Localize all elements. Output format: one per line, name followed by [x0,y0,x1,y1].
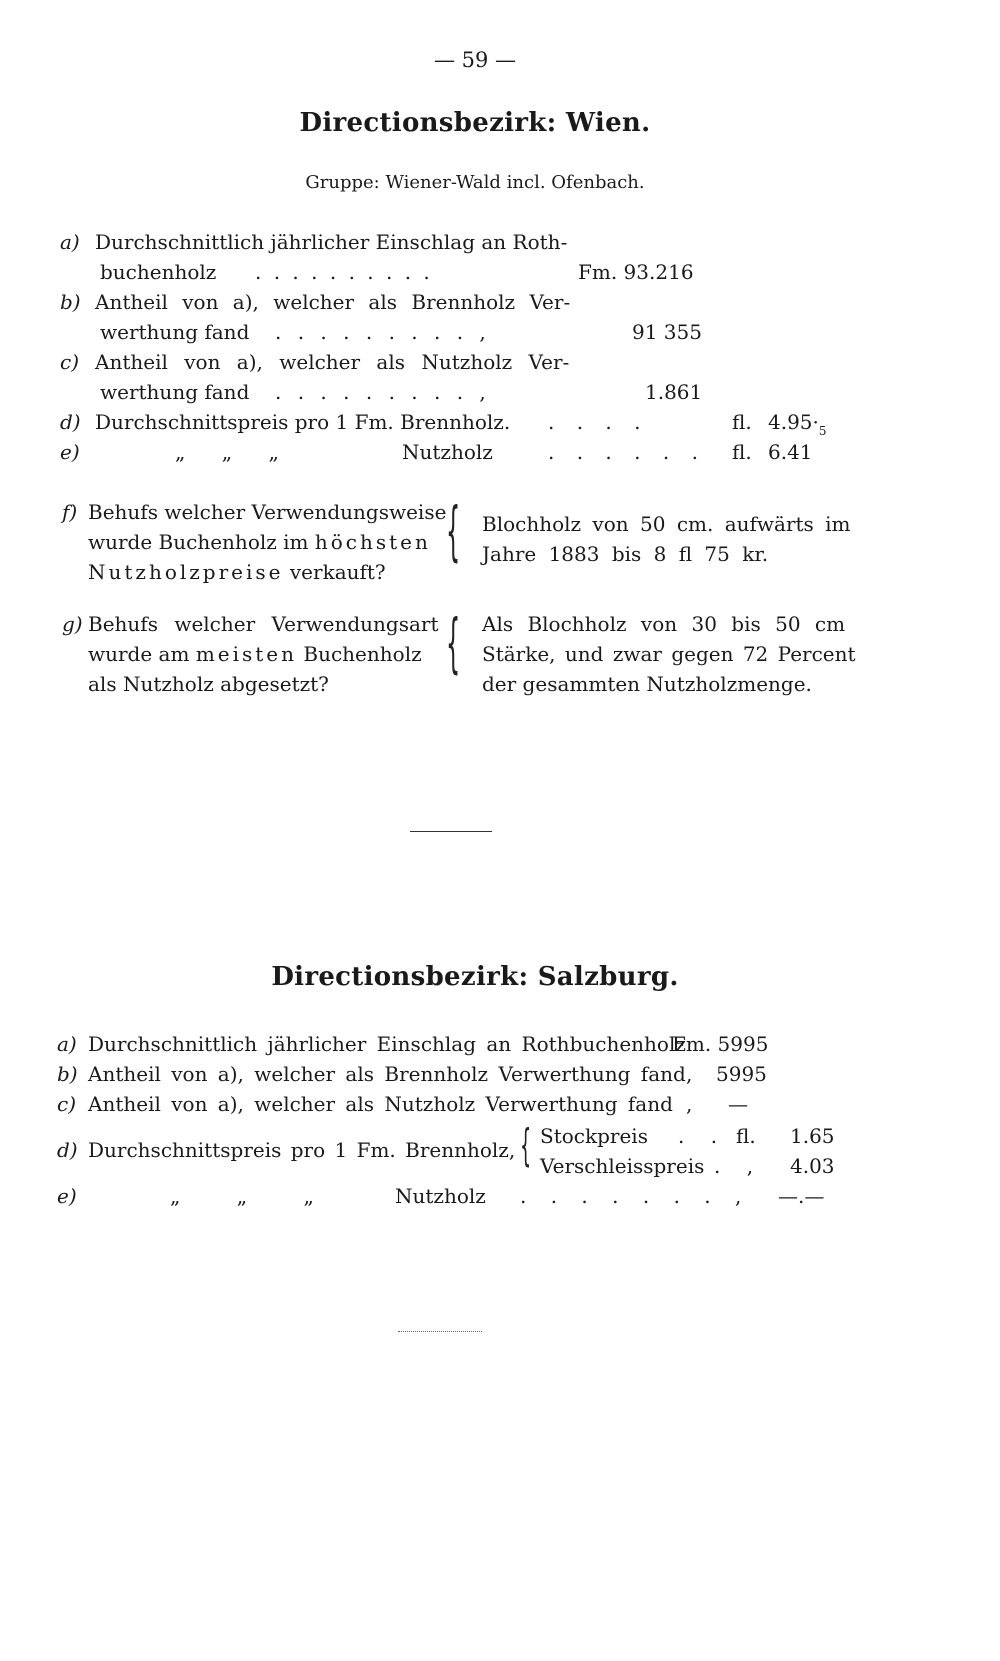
item-f-label: f) [62,500,78,524]
item-a-leader-dots: . . . . . . . . . . [255,260,433,284]
salzburg-item-d-sub1: Stockpreis [540,1124,648,1148]
salzburg-item-c-mark: , [686,1092,693,1116]
item-b-value: 91 355 [632,320,702,344]
salzburg-item-e-text: Nutzholz [395,1184,486,1208]
item-b-leader-dots: . . . . . . . . . , [275,320,491,344]
item-g-answer-line1: Als Blochholz von 30 bis 50 cm [482,612,846,636]
item-b-label: b) [60,290,81,314]
salzburg-item-b-mark: , [686,1062,693,1086]
item-c-line1: Antheil von a), welcher als Nutzholz Ver- [95,350,570,374]
item-g-question-line3: als Nutzholz abgesetzt? [88,672,329,696]
item-b-line2: werthung fand [100,320,250,344]
salzburg-item-e-label: e) [57,1184,77,1208]
salzburg-item-b-text: Antheil von a), welcher als Brennholz Verwerthung fand [88,1062,686,1086]
item-e-ditto-marks: „ „ „ [175,440,279,464]
item-c-line2: werthung fand [100,380,250,404]
salzburg-item-d-label: d) [57,1138,78,1162]
brace-salzburg-d: { [520,1120,532,1171]
item-f-question-line1: Behufs welcher Verwendungsweise [88,500,447,524]
salzburg-item-e-value: —.— [778,1184,825,1208]
item-g-answer-line3: der gesammten Nutzholzmenge. [482,672,812,696]
item-f-answer-line1: Blochholz von 50 cm. aufwärts im [482,512,851,536]
item-e-currency: fl. [732,440,752,464]
salzburg-item-d-val2: 4.03 [790,1154,835,1178]
salzburg-item-e-leader-dots: . . . . . . . , [520,1184,751,1208]
salzburg-item-d-dots1: . . [678,1124,728,1148]
item-c-label: c) [60,350,80,374]
item-d-currency: fl. [732,410,752,434]
item-d-leader-dots: . . . . [548,410,649,434]
item-d-label: d) [60,410,81,434]
salzburg-item-b-value: 5995 [716,1062,767,1086]
salzburg-item-d-dots2: . , [714,1154,764,1178]
item-e-label: e) [60,440,80,464]
section-divider [410,831,492,832]
bottom-divider [398,1331,482,1332]
salzburg-item-d-text: Durchschnittspreis pro 1 Fm. Brennholz, [88,1138,516,1162]
salzburg-item-d-sub2: Verschleisspreis [540,1154,705,1178]
page-number: — 59 — [433,48,517,72]
item-f-question-line2: wurde Buchenholz im höchsten [88,530,431,554]
item-g-question-line2: wurde am meisten Buchenholz [88,642,422,666]
section-heading-salzburg: Directionsbezirk: Salzburg. [271,962,679,992]
item-d-value: $4.95\cdot_5$ [768,410,827,438]
item-e-value: 6.41 [768,440,813,464]
item-d-text: Durchschnittspreis pro 1 Fm. Brennholz. [95,410,511,434]
salzburg-item-c-label: c) [57,1092,77,1116]
salzburg-item-a-label: a) [57,1032,77,1056]
section-heading-wien: Directionsbezirk: Wien. [299,108,651,138]
salzburg-item-c-value: — [728,1092,748,1116]
item-d-value-subscript: 5 [818,424,827,438]
item-c-leader-dots: . . . . . . . . . , [275,380,491,404]
item-f-question-line3: Nutzholzpreise verkauft? [88,560,386,584]
group-subheading: Gruppe: Wiener-Wald incl. Ofenbach. [305,172,645,193]
item-g-answer-line2: Stärke, und zwar gegen 72 Percent [482,642,856,666]
salzburg-item-c-text: Antheil von a), welcher als Nutzholz Verwerthung fand [88,1092,673,1116]
salzburg-item-b-label: b) [57,1062,78,1086]
item-a-label: a) [60,230,80,254]
item-a-value: Fm. 93.216 [578,260,694,284]
salzburg-item-a-text: Durchschnittlich jährlicher Einschlag an Rothbuchenholz [88,1032,686,1056]
item-c-value: 1.861 [645,380,703,404]
item-b-line1: Antheil von a), welcher als Brennholz Ver- [95,290,571,314]
item-a-line1: Durchschnittlich jährlicher Einschlag an Roth- [95,230,568,254]
item-g-label: g) [62,612,83,636]
salzburg-item-a-value: Fm. 5995 [672,1032,769,1056]
brace-g: { [446,607,461,681]
item-a-line2: buchenholz [100,260,217,284]
brace-f: { [446,495,461,569]
item-e-text: Nutzholz [402,440,493,464]
salzburg-item-e-ditto-marks: „ „ „ [170,1184,314,1208]
salzburg-item-d-cur1: fl. [736,1124,756,1148]
salzburg-item-d-val1: 1.65 [790,1124,835,1148]
item-e-leader-dots: . . . . . . [548,440,706,464]
item-g-question-line1: Behufs welcher Verwendungsart [88,612,439,636]
item-f-answer-line2: Jahre 1883 bis 8 fl 75 kr. [482,542,769,566]
